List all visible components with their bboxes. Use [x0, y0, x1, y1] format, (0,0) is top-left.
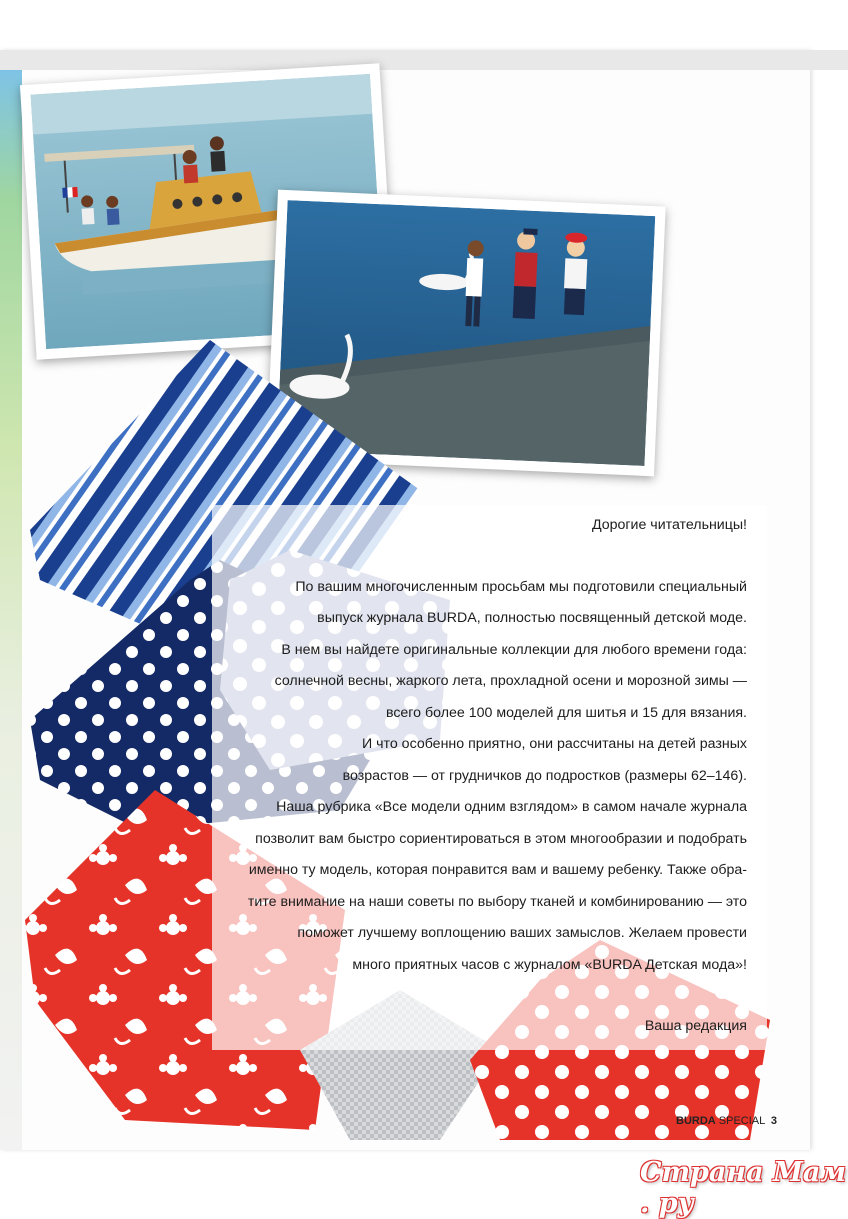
letter-line: поможет лучшему воплощению ваших замыслов. Желаем провести [297, 925, 747, 941]
letter-greeting: Дорогие читательницы! [591, 517, 747, 533]
folio-section: SPECIAL [718, 1115, 765, 1127]
scan-top-margin [0, 0, 848, 50]
letter-line: позволит вам быстро сориентироваться в этом многообразии и подобрать [255, 830, 747, 847]
letter-line: выпуск журнала BURDA, полностью посвященный детской моде. [317, 610, 747, 626]
folio-brand: BURDA [676, 1115, 716, 1127]
letter-line: И что особенно приятно, они рассчитаны на детей разных [361, 736, 747, 752]
editorial-letter [212, 510, 747, 1043]
letter-line: возрастов — от грудничков до подростков (размеры 62–146). [342, 767, 747, 784]
letter-line: По вашим многочисленным просьбам мы подготовили специальный [295, 578, 747, 595]
letter-line: солнечной весны, жаркого лета, прохладной осени и морозной зимы — [274, 673, 747, 689]
page-number: 3 [770, 1115, 778, 1127]
scan-gutter [0, 50, 848, 70]
page-folio [676, 1115, 777, 1127]
letter-line: много приятных часов с журналом «BURDA Детская мода»! [352, 956, 747, 973]
letter-line: всего более 100 моделей для шитья и 15 для вязания. [385, 704, 747, 721]
letter-signature: Ваша редакция [644, 1018, 747, 1034]
letter-line: именно ту модель, которая понравится вам и вашему ребенку. Также обра- [248, 862, 747, 878]
letter-line: тите внимание на наши советы по выбору тканей и комбинированию — это [247, 893, 747, 910]
letter-line: В нем вы найдете оригинальные коллекции для любого времени года: [281, 641, 747, 658]
site-watermark: Страна Мам . ру [640, 1157, 847, 1219]
letter-line: Наша рубрика «Все модели одним взглядом» в самом начале журнала [276, 799, 747, 815]
